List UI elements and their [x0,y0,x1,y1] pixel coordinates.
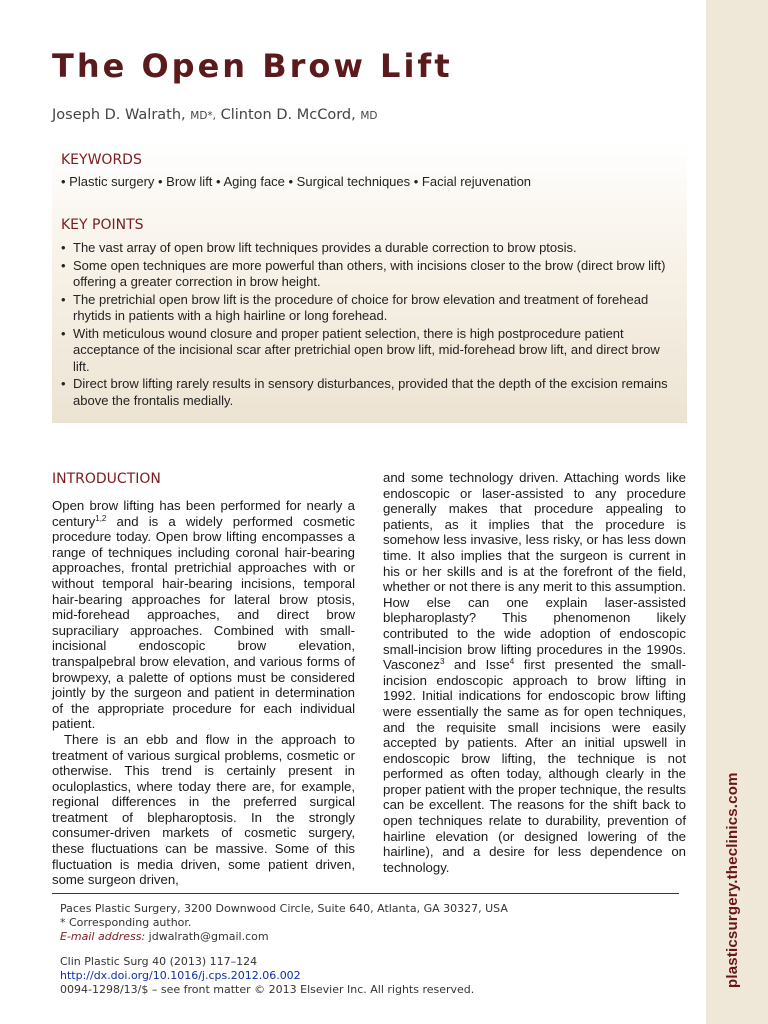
body-paragraph [52,498,355,732]
paragraph-text: and some technology driven. Attaching words like endoscopic or laser-assisted to any procedure generally makes that procedure appealing to patients, as it implies that the procedure is somehow less invasive, less risky, or has less down time. It also implies that the surgeon is current in his or her skills and is at the forefront of the field, whether or not there is any merit to this assumption. How else can one explain laser-assisted blepharoplasty? This phenomenon likely contributed to the wide adoption of endoscopic small-incision brow lifting procedures in the 1990s. Vasconez [383,470,686,673]
paragraph-text: first presented the small-incision endoscopic approach to brow lifting in 1992. Initial indications for endoscopic brow lifting were essentially the same as for open techniques, and the requisite small incisions were easily accepted by patients. After an initial upswell in endoscopic brow lifting, the technique is not performed as often today, although clearly in the proper patient with the proper technique, the results can be excellent. The reasons for the shift back to open techniques relate to durability, prevention of hairline elevation (or designed lowering of the hairline), and a desire for less dependence on technology. [383,657,686,875]
corresponding-author-note: * Corresponding author. [60,916,192,929]
author-credential: MD [360,110,378,122]
introduction-heading: INTRODUCTION [52,471,161,487]
body-column-right [383,470,686,875]
body-paragraph [383,470,686,875]
key-point-item: • The pretrichial open brow lift is the procedure of choice for brow elevation and treatment of forehead rhytids in patients with a high hairline or long forehead. [61,292,673,325]
author-line [52,107,378,123]
citation-ref[interactable]: 3 [439,657,445,667]
citation-ref[interactable]: 4 [509,657,515,667]
email-label: E-mail address: [60,930,146,943]
keywords-keypoints-box [52,141,687,423]
body-column-left [52,470,355,888]
doi-link[interactable]: http://dx.doi.org/10.1016/j.cps.2012.06.002 [60,969,301,982]
email-note [60,930,269,944]
author-name: Joseph D. Walrath, [52,107,186,123]
keywords-heading: KEYWORDS [61,152,142,168]
key-point-item: • With meticulous wound closure and proper patient selection, there is high postprocedure patient acceptance of the incisional scar after pretrichial open brow lift, mid-forehead brow lift, and direct brow lift. [61,326,673,376]
author-credential: MD*, [190,110,217,122]
journal-website-label[interactable]: plasticsurgery.theclinics.com [724,772,741,988]
citation-ref[interactable]: 1,2 [95,513,107,523]
key-points-list [61,240,673,410]
footnote-divider [52,893,679,894]
article-title: The Open Brow Lift [52,47,453,85]
affiliation-note: Paces Plastic Surgery, 3200 Downwood Circle, Suite 640, Atlanta, GA 30327, USA [60,902,508,915]
keywords-list: • Plastic surgery • Brow lift • Aging face • Surgical techniques • Facial rejuvenation [61,174,532,189]
copyright-line: 0094-1298/13/$ – see front matter © 2013 Elsevier Inc. All rights reserved. [60,983,475,996]
author-name: Clinton D. McCord, [220,107,356,123]
body-paragraph: There is an ebb and flow in the approach to treatment of various surgical problems, cosmetic or otherwise. This trend is certainly present in oculoplastics, where today there are, for example, regional differences in the preferred surgical treatment of blepharoptosis. In the strongly consumer-driven markets of cosmetic surgery, these fluctuations can be massive. Some of this fluctuation is media driven, some patient driven, some surgeon driven, [52,731,355,888]
key-point-item: • Direct brow lifting rarely results in sensory disturbances, provided that the depth of the excision remains above the frontalis medially. [61,376,673,409]
paragraph-text: and is a widely performed cosmetic procedure today. Open brow lifting encompasses a range of techniques including coronal hair-bearing approaches, frontal pretrichial approaches with or without temporal hair-bearing incisions, temporal hair-bearing approaches for lateral brow ptosis, mid-forehead approaches, and direct brow supraciliary approaches. Combined with small-incisional endoscopic brow elevation, transpalpebral brow elevation, and various forms of browpexy, a palette of options must be considered jointly by the surgeon and patient in determination of the appropriate procedure for each individual patient. [52,513,355,732]
key-point-item: • Some open techniques are more powerful than others, with incisions closer to the brow (direct brow lift) offering a greater correction in brow height. [61,258,673,291]
email-address[interactable]: jdwalrath@gmail.com [145,930,269,943]
key-point-item: • The vast array of open brow lift techniques provides a durable correction to brow ptosis. [61,240,673,257]
key-points-heading: KEY POINTS [61,217,144,233]
paragraph-text: Open brow lifting has been performed for nearly a century [52,498,355,529]
journal-citation: Clin Plastic Surg 40 (2013) 117–124 [60,955,258,968]
paragraph-text: and Isse [444,657,510,673]
